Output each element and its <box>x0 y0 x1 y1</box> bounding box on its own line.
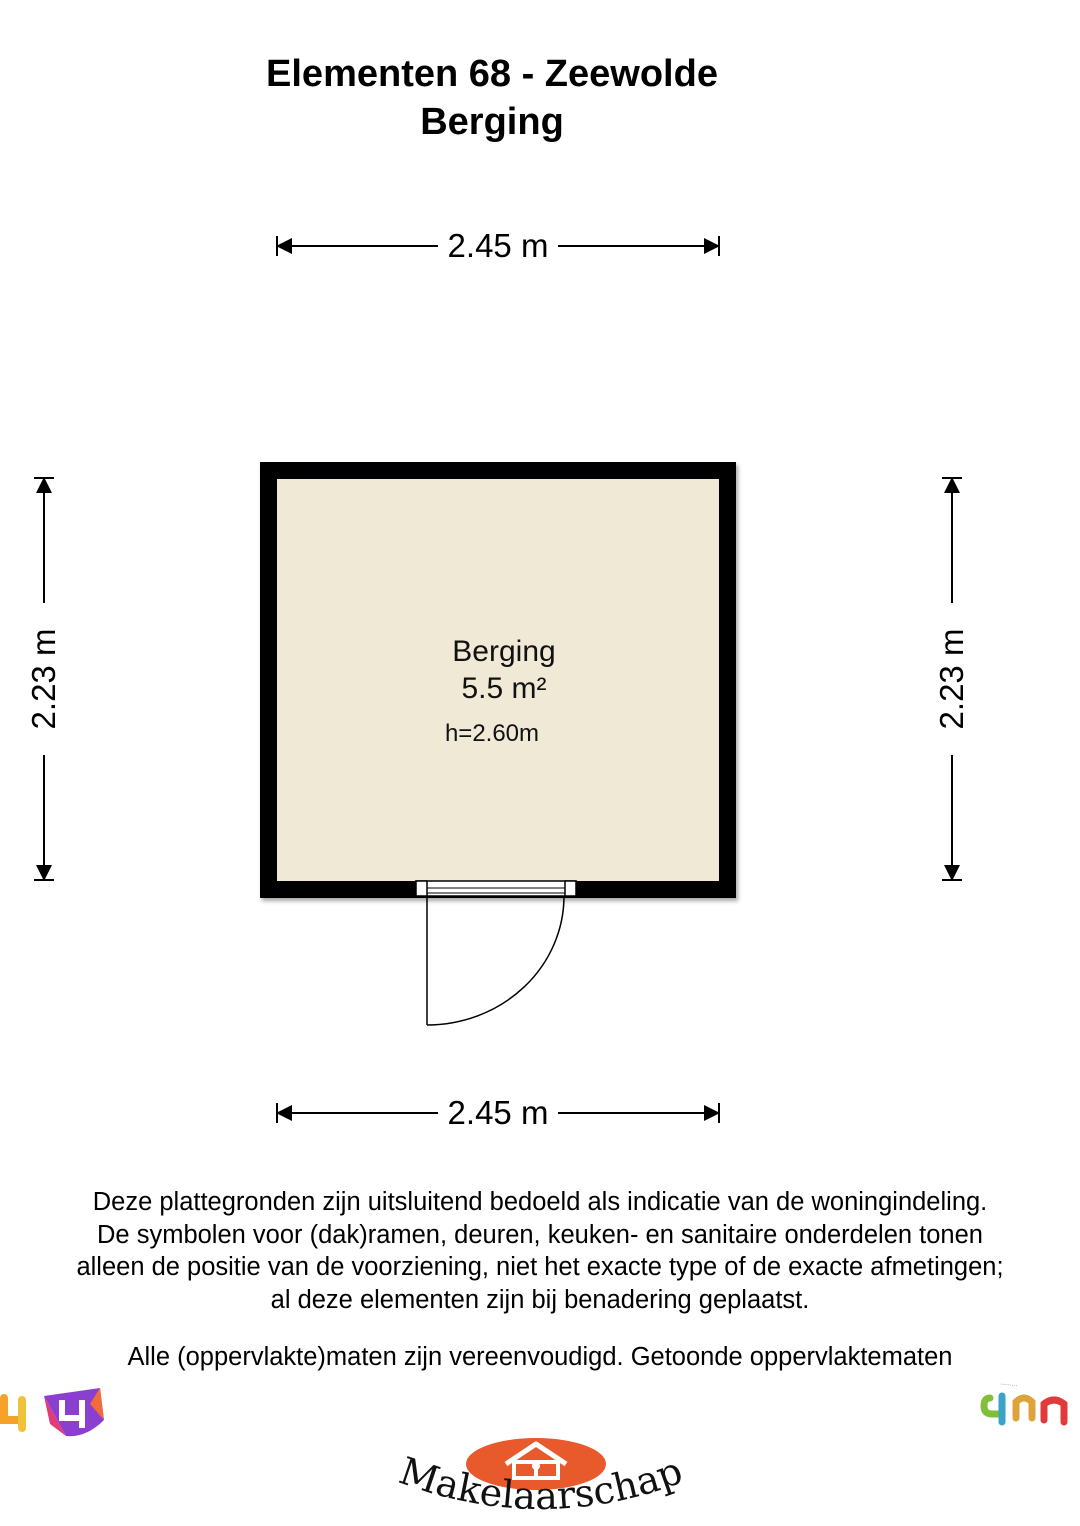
dimension-bottom-width <box>276 1093 720 1133</box>
disclaimer-line: De symbolen voor (dak)ramen, deuren, keuken- en sanitaire onderdelen tonen <box>97 1220 983 1249</box>
room-area: 5.5 m² <box>461 672 547 705</box>
dimension-label: 2.45 m <box>438 1094 559 1131</box>
dimension-label: 2.23 m <box>25 628 62 730</box>
makelaarschap-logo <box>300 1418 780 1526</box>
disclaimer <box>0 1186 1080 1371</box>
colorful-qnn-logo-icon <box>980 1378 1080 1434</box>
door-swing-arc <box>427 896 564 1025</box>
room-name: Berging <box>452 635 556 668</box>
room-height: h=2.60m <box>444 720 540 747</box>
disclaimer-line: Deze plattegronden zijn uitsluitend bedoeld als indicatie van de woningindeling. <box>92 1188 988 1216</box>
colorful-4-logo-icon <box>0 1384 110 1444</box>
page-subtitle: Berging <box>420 101 564 143</box>
disclaimer-line: alleen de positie van de voorziening, niet het exacte type of de exacte afmetingen; <box>76 1253 1004 1281</box>
svg-text:·········: ········· <box>999 1381 1018 1390</box>
disclaimer-line: Alle (oppervlakte)maten zijn vereenvoudigd. Getoonde oppervlaktematen <box>127 1343 953 1371</box>
brand-name: Makelaarschap <box>393 1448 688 1519</box>
page-title: Elementen 68 - Zeewolde <box>266 53 718 95</box>
disclaimer-line: al deze elementen zijn bij benadering geplaatst. <box>270 1285 810 1314</box>
dimension-label: 2.45 m <box>438 227 559 264</box>
dimension-label: 2.23 m <box>933 628 970 730</box>
